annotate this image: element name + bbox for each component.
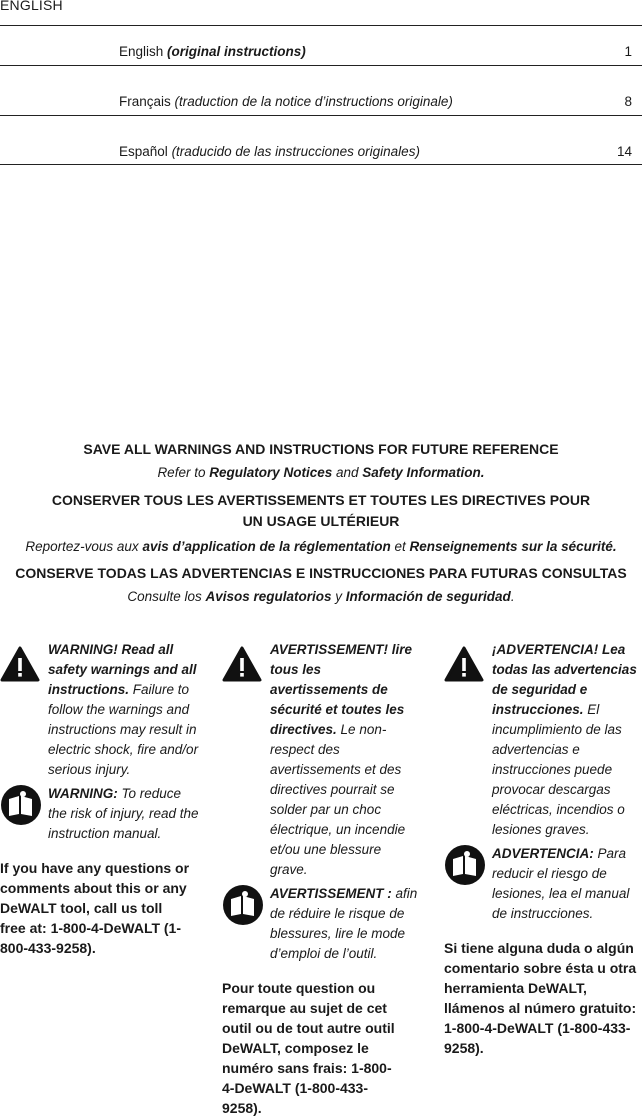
toc-lang: English bbox=[119, 44, 164, 59]
read-manual-icon bbox=[444, 844, 486, 886]
save-ref-es: Consulte los Avisos regulatorios y Información de seguridad. bbox=[127, 589, 515, 604]
toc-sub: (traduction de la notice d’instructions originale) bbox=[174, 94, 453, 109]
save-heading-en: SAVE ALL WARNINGS AND INSTRUCTIONS FOR FUTURE REFERENCE bbox=[83, 441, 559, 457]
toc-page: 14 bbox=[616, 144, 632, 159]
warning-lead: WARNING! Read all safety warnings and all instructions. bbox=[48, 642, 197, 697]
read-manual-icon bbox=[0, 784, 42, 826]
toc-row-english[interactable] bbox=[119, 44, 632, 59]
save-ref-en: Refer to Regulatory Notices and Safety Information. bbox=[157, 465, 485, 480]
toc-sub: (traducido de las instrucciones originales) bbox=[171, 144, 420, 159]
divider bbox=[0, 65, 642, 66]
save-heading-es: CONSERVE TODAS LAS ADVERTENCIAS E INSTRUCCIONES PARA FUTURAS CONSULTAS bbox=[15, 565, 627, 581]
divider bbox=[0, 115, 642, 116]
manual-body: To reduce the risk of injury, read the instruction manual. bbox=[48, 786, 199, 841]
divider bbox=[0, 25, 642, 26]
warning-triangle-icon bbox=[0, 646, 40, 682]
column-espanol bbox=[444, 640, 640, 1058]
manual-block bbox=[444, 844, 640, 924]
manual-block bbox=[0, 784, 200, 844]
header-language: ENGLISH bbox=[0, 0, 63, 13]
warning-block bbox=[0, 640, 200, 780]
warning-body: El incumplimiento de las advertencias e instrucciones puede provocar descargas eléctricas, incendios o lesiones graves. bbox=[492, 702, 625, 837]
manual-lead: ADVERTENCIA: bbox=[492, 846, 594, 861]
read-manual-icon bbox=[222, 884, 264, 926]
manual-lead: WARNING: bbox=[48, 786, 118, 801]
warning-body: Le non-respect des avertissements et des directives pourrait se solder par un choc électrique, un incendie et/ou une blessure grave. bbox=[270, 722, 406, 877]
save-heading-fr-1: CONSERVER TOUS LES AVERTISSEMENTS ET TOUTES LES DIRECTIVES POUR bbox=[51, 492, 591, 508]
contact-info: Pour toute question ou remarque au sujet de cet outil ou de tout autre outil DeWALT, composez le numéro sans frais: 1-800-4-DeWALT (1-800-433-9258). bbox=[222, 980, 395, 1116]
contact-info: Si tiene alguna duda o algún comentario sobre ésta u otra herramienta DeWALT, llámenos al número gratuito: 1-800-4-DeWALT (1-800-433-9258). bbox=[444, 940, 637, 1056]
warning-lead: ¡ADVERTENCIA! Lea todas las advertencias de seguridad e instrucciones. bbox=[492, 642, 637, 717]
manual-body: afin de réduire le risque de blessures, lire le mode d’emploi de l’outil. bbox=[270, 886, 418, 961]
save-ref-fr: Reportez-vous aux avis d’application de la réglementation et Renseignements sur la sécurité. bbox=[25, 539, 617, 554]
toc-page: 8 bbox=[624, 94, 632, 109]
divider bbox=[0, 164, 642, 165]
manual-block bbox=[222, 884, 420, 964]
warning-block bbox=[444, 640, 640, 840]
toc-sub: (original instructions) bbox=[167, 44, 306, 59]
column-english bbox=[0, 640, 200, 958]
toc-row-espanol[interactable] bbox=[119, 144, 632, 159]
warning-lead: AVERTISSEMENT! lire tous les avertissements de sécurité et toutes les directives. bbox=[270, 642, 413, 737]
toc-lang: Français bbox=[119, 94, 171, 109]
warning-triangle-icon bbox=[444, 646, 484, 682]
toc-row-francais[interactable] bbox=[119, 94, 632, 109]
toc-lang: Español bbox=[119, 144, 168, 159]
manual-lead: AVERTISSEMENT : bbox=[270, 886, 392, 901]
contact-info: If you have any questions or comments about this or any DeWALT tool, call us toll free at: 1-800-4-DeWALT (1-800-433-9258). bbox=[0, 860, 190, 956]
warning-body: Failure to follow the warnings and instructions may result in electric shock, fire and/or serious injury. bbox=[48, 682, 199, 777]
warning-block bbox=[222, 640, 420, 880]
warning-triangle-icon bbox=[222, 646, 262, 682]
manual-body: Para reducir el riesgo de lesiones, lea el manual de instrucciones. bbox=[492, 846, 630, 921]
save-heading-fr-2: UN USAGE ULTÉRIEUR bbox=[242, 513, 400, 529]
toc-page: 1 bbox=[624, 44, 632, 59]
column-francais bbox=[222, 640, 420, 1118]
